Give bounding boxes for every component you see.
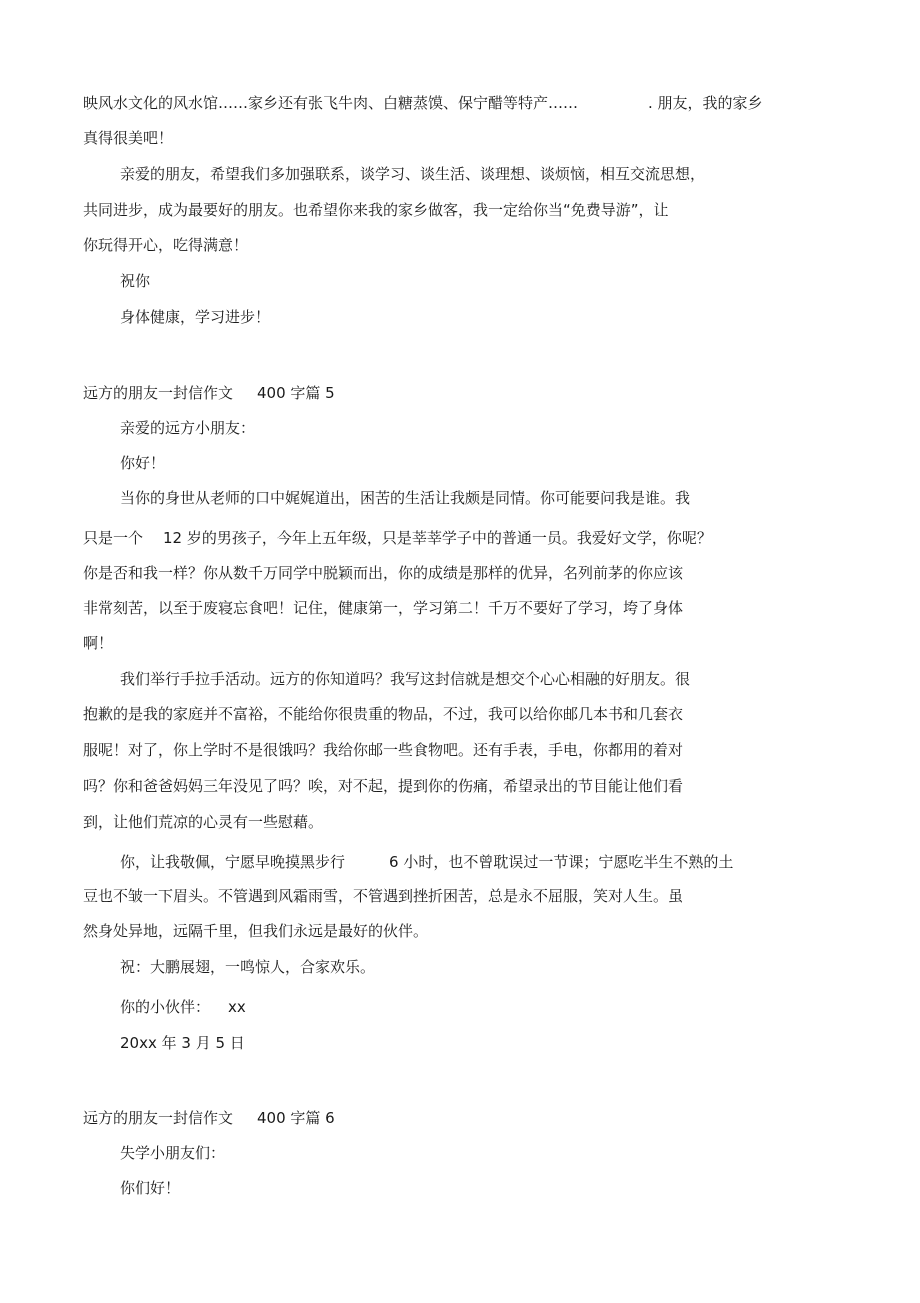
- heading-text: 远方的朋友一封信作文: [83, 1109, 234, 1127]
- paragraph-line: 啊！: [83, 634, 114, 652]
- paragraph-line: [83, 528, 712, 548]
- salutation: 亲爱的远方小朋友：: [120, 419, 256, 437]
- heading-number: 400 字篇 6: [257, 1109, 335, 1127]
- paragraph-line: 当你的身世从老师的口中娓娓道出，困苦的生活让我颇是同情。你可能要问我是谁。我: [120, 489, 691, 507]
- text-segment: 只是一个: [83, 529, 144, 547]
- text-segment: 映风水文化的风水馆……家乡还有张飞牛肉、白糖蒸馍、保宁醋等特产……: [83, 94, 579, 112]
- paragraph-line: 豆也不皱一下眉头。不管遇到风霜雨雪，不管遇到挫折困苦，总是永不屈服，笑对人生。虽: [83, 887, 684, 905]
- heading-number: 400 字篇 5: [257, 384, 335, 402]
- paragraph-line: 吗？你和爸爸妈妈三年没见了吗？唉，对不起，提到你的伤痛，希望录出的节目能让他们看: [83, 777, 684, 795]
- paragraph-line: 抱歉的是我的家庭并不富裕，不能给你很贵重的物品，不过，我可以给你邮几本书和几套衣: [83, 705, 684, 723]
- paragraph-line: 到，让他们荒凉的心灵有一些慰藉。: [83, 813, 324, 831]
- salutation: 失学小朋友们：: [120, 1144, 226, 1162]
- paragraph-line: 你玩得开心，吃得满意！: [83, 236, 249, 254]
- text-segment: . 朋友，我的家乡: [648, 94, 763, 112]
- paragraph-line: 非常刻苦，以至于废寝忘食吧！记住，健康第一，学习第二！千万不要好了学习，垮了身体: [83, 599, 684, 617]
- section-heading: [83, 383, 335, 403]
- text-segment: 6 小时，也不曾耽误过一节课；宁愿吃半生不熟的土: [389, 853, 734, 871]
- paragraph-line: 亲爱的朋友，希望我们多加强联系，谈学习、谈生活、谈理想、谈烦恼，相互交流思想，: [120, 165, 706, 183]
- paragraph-line: 服呢！对了，你上学时不是很饿吗？我给你邮一些食物吧。还有手表，手电，你都用的着对: [83, 741, 684, 759]
- text-segment: 你，让我敬佩，宁愿早晚摸黑步行: [120, 853, 346, 871]
- heading-text: 远方的朋友一封信作文: [83, 384, 234, 402]
- text-segment: 12 岁的男孩子，今年上五年级，只是莘莘学子中的普通一员。我爱好文学，你呢？: [163, 529, 712, 547]
- paragraph-line: 你是否和我一样？你从数千万同学中脱颖而出，你的成绩是那样的优异，名列前茅的你应该: [83, 564, 684, 582]
- paragraph-line: 我们举行手拉手活动。远方的你知道吗？我写这封信就是想交个心心相融的好朋友。很: [120, 670, 691, 688]
- letter-date: 20xx 年 3 月 5 日: [120, 1034, 245, 1052]
- paragraph-line: 然身处异地，远隔千里，但我们永远是最好的伙伴。: [83, 922, 429, 940]
- greeting: 你好！: [120, 454, 166, 472]
- paragraph-line: 真得很美吧！: [83, 129, 174, 147]
- closing-wish: 祝：大鹏展翅，一鸣惊人，合家欢乐。: [120, 958, 376, 976]
- signature-name: xx: [228, 998, 246, 1016]
- closing-wish: 身体健康，学习进步！: [120, 308, 271, 326]
- greeting: 你们好！: [120, 1179, 181, 1197]
- signature: [120, 997, 246, 1017]
- section-heading: [83, 1108, 335, 1128]
- paragraph-line: 共同进步，成为最要好的朋友。也希望你来我的家乡做客，我一定给你当“免费导游”，让: [83, 201, 669, 219]
- closing-wish: 祝你: [120, 272, 151, 290]
- paragraph-line: [120, 852, 733, 872]
- signature-label: 你的小伙伴：: [120, 998, 211, 1016]
- paragraph-line: [83, 93, 763, 113]
